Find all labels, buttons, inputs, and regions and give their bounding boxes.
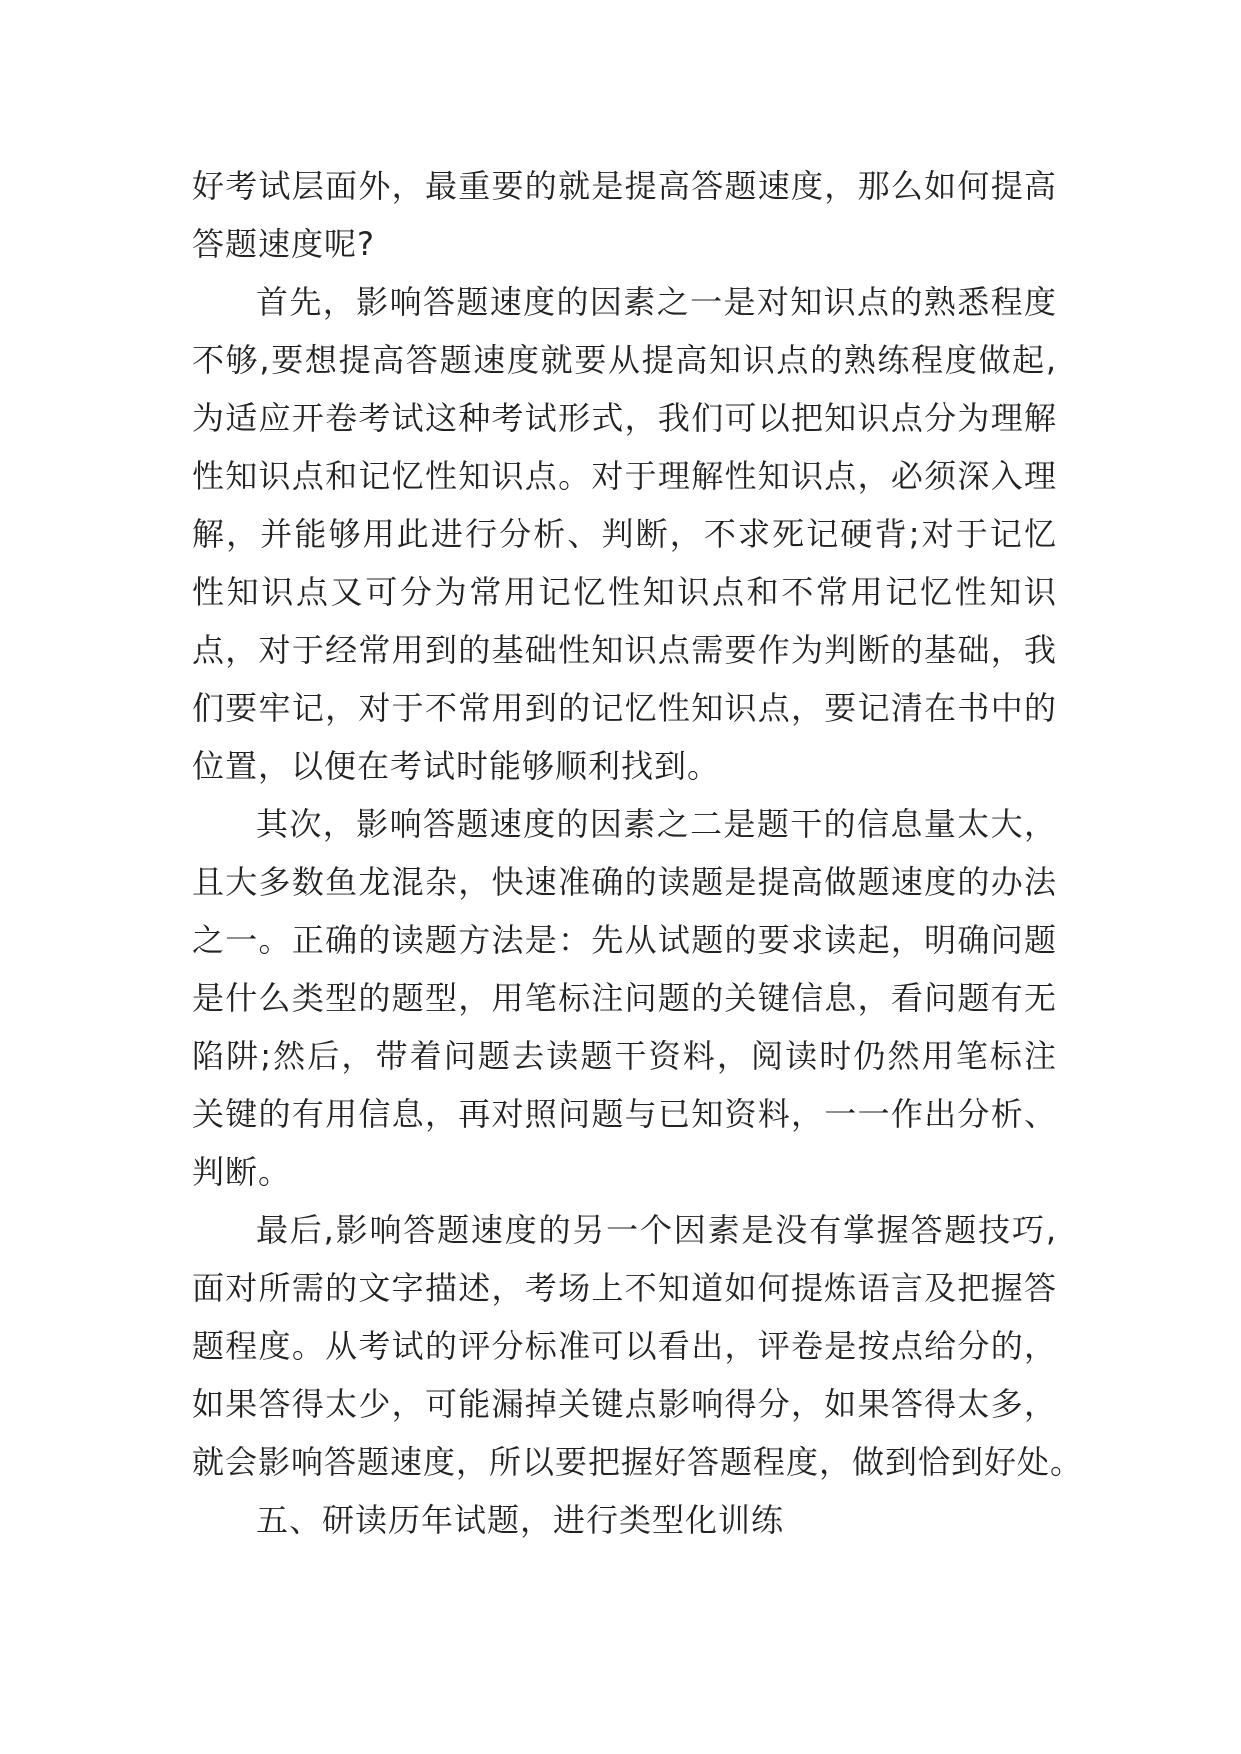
text-line: 性知识点又可分为常用记忆性知识点和不常用记忆性知识	[192, 573, 1057, 611]
text-line: 如果答得太少，可能漏掉关键点影响得分，如果答得太多，	[192, 1385, 1057, 1423]
text-line: 们要牢记，对于不常用到的记忆性知识点，要记清在书中的	[192, 689, 1057, 727]
text-line: 位置，以便在考试时能够顺利找到。	[192, 747, 721, 785]
text-line: 是什么类型的题型，用笔标注问题的关键信息，看问题有无	[192, 979, 1057, 1017]
text-line: 其次，影响答题速度的因素之二是题干的信息量太大，	[256, 805, 1057, 843]
text-line: 为适应开卷考试这种考试形式，我们可以把知识点分为理解	[192, 399, 1057, 437]
text-line: 判断。	[192, 1153, 292, 1191]
text-line: 之一。正确的读题方法是：先从试题的要求读起，明确问题	[192, 921, 1057, 959]
text-line: 点，对于经常用到的基础性知识点需要作为判断的基础，我	[192, 631, 1057, 669]
text-line: 陷阱;然后，带着问题去读题干资料，阅读时仍然用笔标注	[192, 1037, 1057, 1075]
text-line: 面对所需的文字描述，考场上不知道如何提炼语言及把握答	[192, 1269, 1057, 1307]
paragraph	[192, 273, 1057, 795]
paragraph	[192, 795, 1057, 1201]
paragraph	[192, 1491, 1057, 1549]
text-line: 五、研读历年试题，进行类型化训练	[256, 1501, 785, 1539]
text-line: 且大多数鱼龙混杂，快速准确的读题是提高做题速度的办法	[192, 863, 1057, 901]
text-line: 最后,影响答题速度的另一个因素是没有掌握答题技巧,	[256, 1211, 1057, 1249]
body-text	[192, 157, 1084, 1549]
text-line: 好考试层面外，最重要的就是提高答题速度，那么如何提高	[192, 167, 1057, 205]
text-line: 性知识点和记忆性知识点。对于理解性知识点，必须深入理	[192, 457, 1057, 495]
text-line: 不够,要想提高答题速度就要从提高知识点的熟练程度做起,	[192, 341, 1057, 379]
text-line: 首先，影响答题速度的因素之一是对知识点的熟悉程度	[256, 283, 1057, 321]
text-line: 关键的有用信息，再对照问题与已知资料，一一作出分析、	[192, 1095, 1057, 1133]
text-line: 题程度。从考试的评分标准可以看出，评卷是按点给分的，	[192, 1327, 1057, 1365]
text-line: 就会影响答题速度，所以要把握好答题程度，做到恰到好处。	[192, 1443, 1084, 1481]
paragraph	[192, 157, 1057, 273]
text-line: 答题速度呢?	[192, 225, 375, 263]
paragraph	[192, 1201, 1084, 1491]
text-line: 解，并能够用此进行分析、判断，不求死记硬背;对于记忆	[192, 515, 1057, 553]
